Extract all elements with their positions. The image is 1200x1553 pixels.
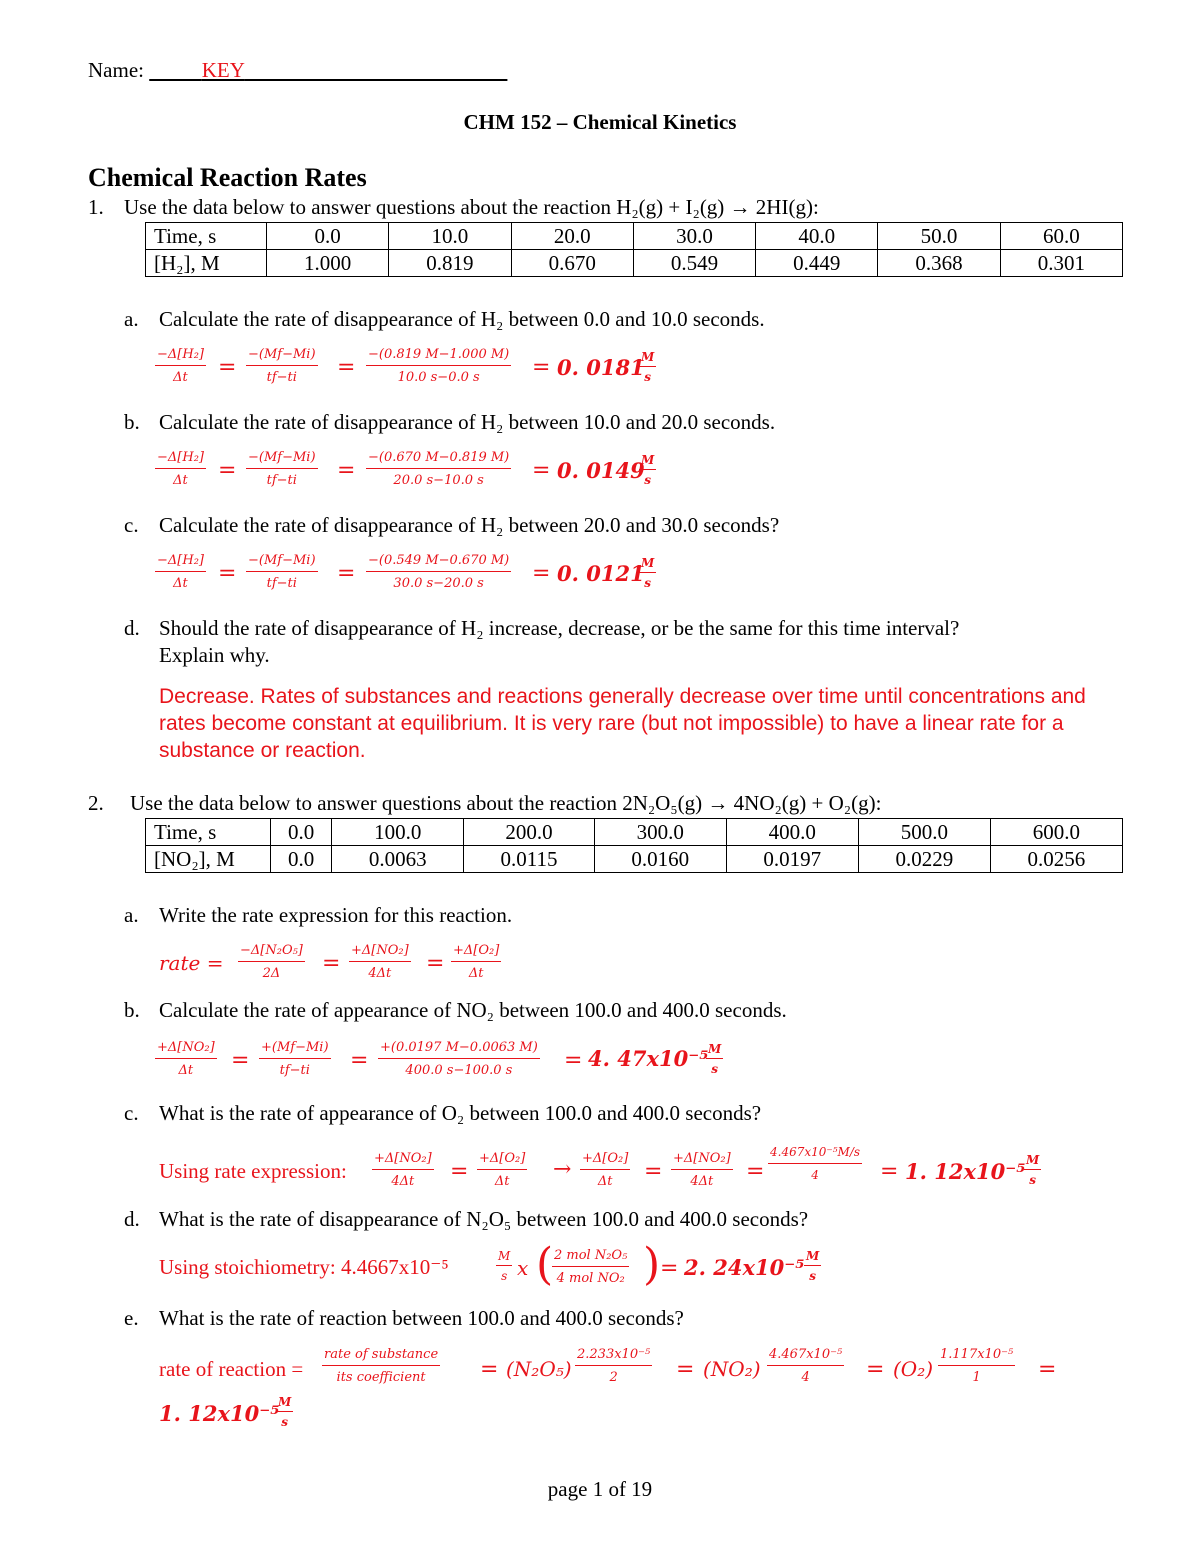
q1b-frac-1: $\frac{\text{−Δ[H₂]}}{\Delta t}$	[157, 450, 204, 488]
table-cell: 0.0	[271, 819, 332, 846]
q2e-question: What is the rate of reaction between 100.0 and 400.0 seconds?	[159, 1306, 684, 1330]
table-cell: 0.0197	[726, 846, 858, 873]
q2e-label: e.	[124, 1306, 139, 1330]
table-cell: 20.0	[511, 223, 633, 250]
equals-sign: =	[532, 355, 551, 380]
table-cell: 0.449	[756, 250, 878, 277]
q1a-frac-2: −(M𝑓−M𝑖) t𝑓−t𝑖	[248, 347, 316, 385]
q2e-frac-2: $\frac{\text{2.233x10⁻⁵}}{2}$	[577, 1347, 651, 1385]
equals-sign: =	[337, 561, 356, 586]
table-cell: 10.0	[389, 223, 511, 250]
table-cell: 1.000	[267, 250, 389, 277]
q2-prompt: Use the data below to answer questions about the reaction 2N₂O₅(g) → 4NO₂(g) + O₂(g):	[130, 791, 882, 815]
name-line	[88, 58, 507, 83]
table-cell: 0.670	[511, 250, 633, 277]
name-label: Name:	[88, 58, 144, 82]
q2c-label: c.	[124, 1101, 139, 1125]
q1b-label: b.	[124, 410, 140, 434]
q2e-frac-3: $\frac{\text{4.467x10⁻⁵}}{4}$	[769, 1347, 843, 1385]
q2a-question: Write the rate expression for this reaction.	[159, 903, 513, 927]
q1c-frac-2: −(M𝑓−M𝑖) t𝑓−t𝑖	[248, 553, 316, 591]
table-cell: 600.0	[990, 819, 1122, 846]
table-cell: 50.0	[878, 223, 1000, 250]
table-cell: 300.0	[594, 819, 726, 846]
equals-sign: =	[350, 1048, 369, 1073]
table-cell: 0.301	[1000, 250, 1122, 277]
q2e-lead: rate of reaction =	[159, 1357, 304, 1381]
q2b-frac-3: $\frac{+(0.0197 M-0.0063 M)}{400.0 s-100.0 s}$	[380, 1040, 538, 1078]
q1d-label: d.	[124, 616, 140, 640]
table-cell: 500.0	[858, 819, 990, 846]
equals-sign: =	[337, 355, 356, 380]
q1d-question-line1: Should the rate of disappearance of H₂ increase, decrease, or be the same for this time interval?	[159, 616, 960, 640]
equals-sign: =	[676, 1357, 695, 1382]
table-row	[146, 846, 1123, 873]
table-cell: [NO₂], M	[146, 846, 271, 873]
equals-sign: =	[880, 1159, 899, 1184]
q1c-frac-3: $\frac{-(0.549 M-0.670 M)}{30.0 s-20.0 s}$	[368, 553, 510, 591]
q2e-result: 1. 12x10⁻⁵	[159, 1401, 280, 1426]
q1a-frac-1: $\frac{\text{−Δ[H₂]}}{\Delta t}$	[157, 347, 204, 385]
table-cell: 0.0063	[332, 846, 464, 873]
q2d-question: What is the rate of disappearance of N₂O₅ between 100.0 and 400.0 seconds?	[159, 1207, 809, 1231]
q2c-question: What is the rate of appearance of O₂ between 100.0 and 400.0 seconds?	[159, 1101, 762, 1125]
course-title: CHM 152 – Chemical Kinetics	[463, 110, 737, 134]
table-cell: 0.0	[267, 223, 389, 250]
q1c-label: c.	[124, 513, 139, 537]
page-number: page 1 of 19	[547, 1477, 653, 1501]
table-row	[146, 250, 1123, 277]
q2a-frac-3: $\frac{\text{+Δ[O₂]}}{\Delta t}$	[453, 943, 500, 981]
q2-data-table	[145, 818, 1123, 873]
q2e-unit: $\frac{M}{s}$	[278, 1395, 292, 1429]
q2c-lead: Using rate expression:	[159, 1159, 347, 1183]
q2c-frac-4: $\frac{\text{+Δ[NO₂]}}{4\Delta t}$	[673, 1151, 731, 1189]
q2c-frac-1: $\frac{\text{+Δ[NO₂]}}{4\Delta t}$	[374, 1151, 432, 1189]
equals-sign: =	[337, 458, 356, 483]
equals-sign: =	[532, 561, 551, 586]
q2b-label: b.	[124, 998, 140, 1022]
q1d-question-line2: Explain why.	[159, 643, 270, 667]
equals-sign: =	[866, 1357, 885, 1382]
table-cell: 0.0256	[990, 846, 1122, 873]
q1a-question: Calculate the rate of disappearance of H₂ between 0.0 and 10.0 seconds.	[159, 307, 765, 331]
table-cell: Time, s	[146, 223, 267, 250]
q2b-frac-2: +(M𝑓−M𝑖) t𝑓−t𝑖	[261, 1040, 329, 1078]
q2b-unit: $\frac{M}{s}$	[708, 1042, 722, 1076]
table-cell: 0.0	[271, 846, 332, 873]
table-cell: 0.0160	[594, 846, 726, 873]
table-cell: 60.0	[1000, 223, 1122, 250]
arrow-icon: →	[553, 1157, 572, 1182]
q2d-lead: Using stoichiometry: 4.4667x10⁻⁵	[159, 1255, 449, 1279]
q1a-frac-3: $\frac{-(0.819 M-1.000 M)}{10.0 s-0.0 s}$	[368, 347, 510, 385]
name-underline	[149, 58, 507, 82]
equals-sign: =	[218, 458, 237, 483]
q1-prompt: Use the data below to answer questions about the reaction H₂(g) + I₂(g) → 2HI(g):	[124, 195, 819, 219]
table-cell: 400.0	[726, 819, 858, 846]
q2a-label: a.	[124, 903, 139, 927]
q2e-species-2: (NO₂)	[703, 1357, 761, 1381]
q2c-frac-5: $\frac{\text{4.467x10⁻⁵M/s}}{4}$	[770, 1145, 861, 1182]
q1a-result: 0. 0181	[557, 355, 645, 380]
table-cell: 0.368	[878, 250, 1000, 277]
equals-sign: =	[450, 1159, 469, 1184]
q1b-frac-3: $\frac{-(0.670 M-0.819 M)}{20.0 s-10.0 s}$	[368, 450, 510, 488]
q1b-frac-2: −(M𝑓−M𝑖) t𝑓−t𝑖	[248, 450, 316, 488]
table-row	[146, 223, 1123, 250]
table-cell: 0.819	[389, 250, 511, 277]
equals-sign: =	[660, 1256, 679, 1281]
q2a-frac-1: $\frac{\text{−Δ[N₂O₅]}}{2\Delta}$	[240, 943, 303, 981]
q2d-paren-frac: 2 mol N₂O₅ 4 mol NO₂	[554, 1248, 628, 1286]
table-cell: 40.0	[756, 223, 878, 250]
q2b-result: 4. 47x10⁻⁵	[588, 1046, 709, 1071]
equals-sign: =	[231, 1048, 250, 1073]
equals-sign: =	[218, 561, 237, 586]
equals-sign: =	[1038, 1357, 1057, 1382]
table-cell: 0.0229	[858, 846, 990, 873]
q2e-frac-1: rate of substance its coefficient	[324, 1347, 439, 1385]
q2d-unit-1: $\frac{M}{s}$	[498, 1249, 511, 1283]
q2e-species-1: (N₂O₅)	[506, 1357, 572, 1381]
q2c-result: 1. 12x10⁻⁵	[905, 1159, 1026, 1184]
q2c-unit: $\frac{M}{s}$	[1026, 1153, 1040, 1187]
q2e-frac-4: $\frac{\text{1.117x10⁻⁵}}{1}$	[940, 1347, 1014, 1385]
q2d-times: x	[517, 1256, 529, 1280]
q1b-question: Calculate the rate of disappearance of H₂ between 10.0 and 20.0 seconds.	[159, 410, 776, 434]
q1-number: 1.	[88, 195, 104, 219]
q2a-rate-word: rate =	[159, 951, 224, 975]
q2d-result: 2. 24x10⁻⁵	[684, 1255, 805, 1280]
q1-data-table	[145, 222, 1123, 277]
table-cell: 100.0	[332, 819, 464, 846]
table-cell: [H₂], M	[146, 250, 267, 277]
name-value: KEY	[201, 58, 245, 82]
table-cell: 200.0	[464, 819, 594, 846]
q2c-frac-2: $\frac{\text{+Δ[O₂]}}{\Delta t}$	[479, 1151, 526, 1189]
q2a-frac-2: $\frac{\text{+Δ[NO₂]}}{4\Delta t}$	[351, 943, 409, 981]
q1c-frac-1: $\frac{\text{−Δ[H₂]}}{\Delta t}$	[157, 553, 204, 591]
table-cell: Time, s	[146, 819, 271, 846]
table-row	[146, 819, 1123, 846]
q1b-result: 0. 0149	[557, 458, 645, 483]
left-paren: (	[536, 1239, 554, 1290]
equals-sign: =	[746, 1159, 765, 1184]
table-cell: 30.0	[633, 223, 755, 250]
q2b-question: Calculate the rate of appearance of NO₂ between 100.0 and 400.0 seconds.	[159, 998, 787, 1022]
section-title: Chemical Reaction Rates	[88, 163, 367, 192]
equals-sign: =	[480, 1357, 499, 1382]
q1c-question: Calculate the rate of disappearance of H₂ between 20.0 and 30.0 seconds?	[159, 513, 780, 537]
q1a-unit: $\frac{M}{s}$	[641, 350, 655, 384]
table-cell: 0.549	[633, 250, 755, 277]
equals-sign: =	[218, 355, 237, 380]
q2c-frac-3: $\frac{\text{+Δ[O₂]}}{\Delta t}$	[582, 1151, 629, 1189]
equals-sign: =	[532, 458, 551, 483]
q2-number: 2.	[88, 791, 104, 815]
equals-sign: =	[322, 951, 341, 976]
q1b-unit: $\frac{M}{s}$	[641, 453, 655, 487]
right-paren: )	[643, 1239, 661, 1290]
q1c-result: 0. 0121	[557, 561, 645, 586]
equals-sign: =	[644, 1159, 663, 1184]
equals-sign: =	[426, 951, 445, 976]
q2d-unit: $\frac{M}{s}$	[806, 1249, 820, 1283]
q2d-label: d.	[124, 1207, 140, 1231]
equals-sign: =	[564, 1048, 583, 1073]
q2b-frac-1: $\frac{\text{+Δ[NO₂]}}{\Delta t}$	[157, 1040, 215, 1078]
q1d-answer: Decrease. Rates of substances and reactions generally decrease over time until concentrations and rates become constant at equilibrium. It is very rare (but not impossible) to have a linear rate for a substance or reaction.	[159, 685, 1086, 762]
q1a-label: a.	[124, 307, 139, 331]
q1c-unit: $\frac{M}{s}$	[641, 556, 655, 590]
q2e-species-3: (O₂)	[893, 1357, 934, 1381]
table-cell: 0.0115	[464, 846, 594, 873]
